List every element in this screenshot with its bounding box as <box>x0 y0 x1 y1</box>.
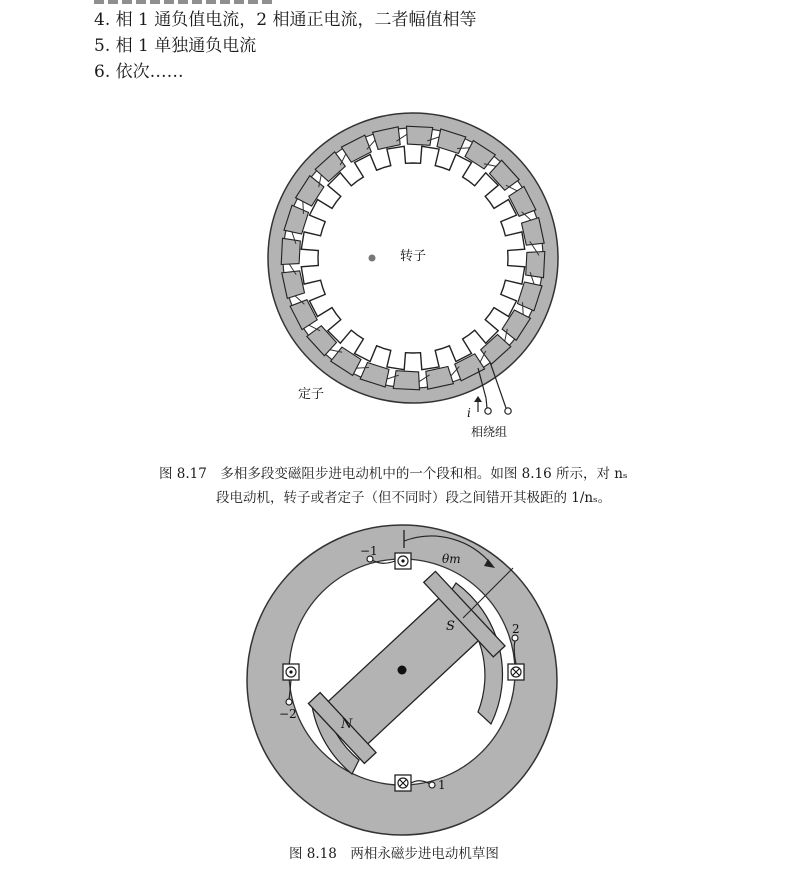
list-text: 依次…… <box>115 62 184 82</box>
current-out-icon <box>401 559 404 562</box>
list-text: 相 1 通负值电流，2 相通正电流，二者幅值相等 <box>115 10 477 30</box>
label-2: 2 <box>512 622 520 636</box>
terminal <box>286 699 292 705</box>
caption-8-17-line2: 段电动机，转子或者定子（但不同时）段之间错开其极距的 1/nₛ。 <box>216 490 612 506</box>
rotor-label: 转子 <box>400 249 427 264</box>
label-s: S <box>446 619 455 634</box>
current-out-icon <box>289 670 292 673</box>
list-number: 6. <box>94 62 111 82</box>
list-number: 4. <box>94 10 111 30</box>
label-theta: θm <box>442 552 461 566</box>
caption-8-18: 图 8.18 两相永磁步进电动机草图 <box>289 846 499 862</box>
current-label: i <box>467 406 471 420</box>
caption-8-17-line1: 图 8.17 多相多段变磁阻步进电动机中的一个段和相。如图 8.16 所示，对 nₛ <box>159 466 628 482</box>
label-neg2: −2 <box>279 707 297 721</box>
list-text: 相 1 单独通负电流 <box>115 36 257 56</box>
terminal <box>429 782 435 788</box>
rotor-center-dot <box>398 666 407 675</box>
label-n: N <box>341 717 353 732</box>
label-neg1: −1 <box>360 544 378 558</box>
winding-label: 相绕组 <box>471 425 508 439</box>
label-1: 1 <box>438 778 446 792</box>
stator-label: 定子 <box>298 387 325 402</box>
list-number: 5. <box>94 36 111 56</box>
